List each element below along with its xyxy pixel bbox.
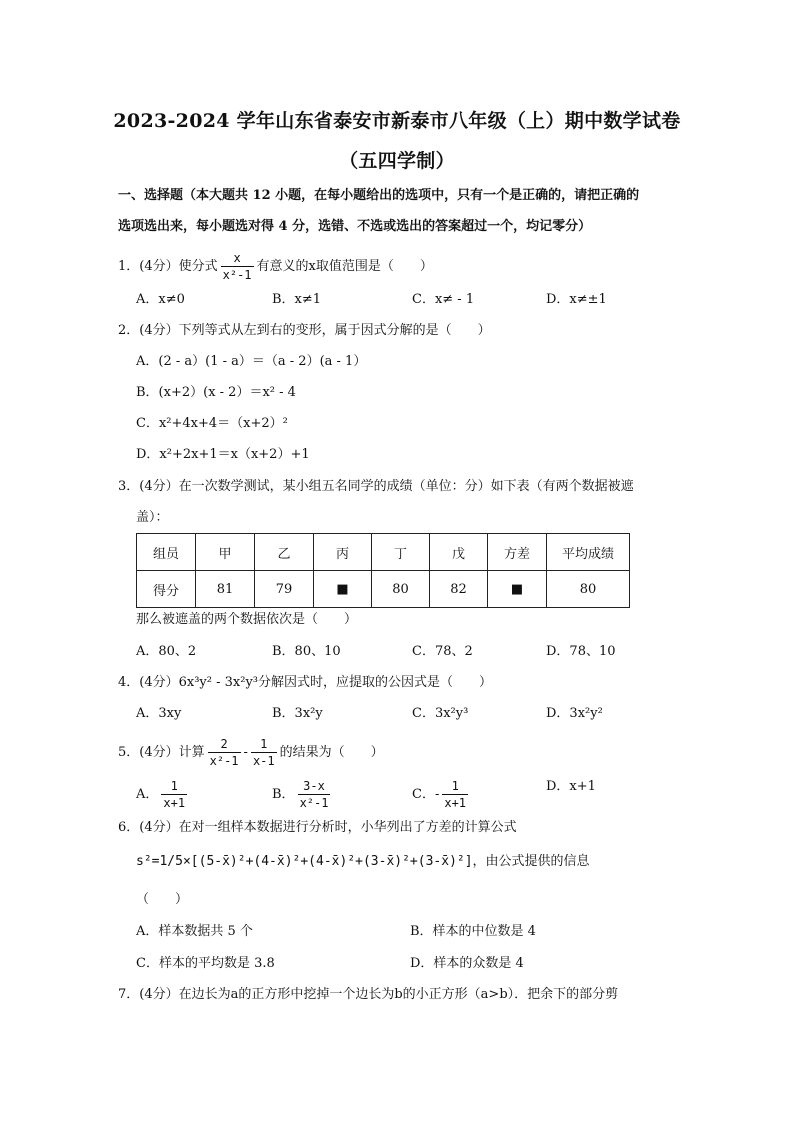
question-5 [118,736,384,769]
table-header-cell: 平均成绩 [547,534,630,571]
question-6-paren: （ ） [136,892,189,907]
q5-option-b [272,778,333,811]
q1-option-c: C．x≠ - 1 [412,292,475,307]
table-header-cell: 丁 [372,534,430,571]
q5-option-b-den: x²-1 [299,796,329,810]
table-cell: 80 [372,571,430,608]
exam-subtitle: （五四学制） [339,150,455,172]
question-1 [118,250,433,283]
q1-frac-den: x²-1 [222,268,252,282]
table-header-cell: 乙 [255,534,314,571]
q4-option-b: B．3x²y [272,706,323,721]
q4-option-c: C．3x²y³ [412,706,469,721]
q2-option-c: C．x²+4x+4＝（x+2）² [136,416,288,431]
table-cell: 79 [255,571,314,608]
q6-option-d: D．样本的众数是 4 [410,956,524,971]
q6-option-b: B．样本的中位数是 4 [410,924,536,939]
question-7: 7．(4分）在边长为a的正方形中挖掉一个边长为b的小正方形（a>b）．把余下的部分剪 [118,987,619,1002]
q3-option-c: C．78、2 [412,644,473,659]
q6-option-c: C．样本的平均数是 3.8 [136,956,275,971]
question-4: 4．(4分）6x³y² - 3x²y³分解因式时，应提取的公因式是（ ） [118,675,493,690]
table-header-row [137,534,630,571]
q5-option-a-num: 1 [161,778,187,795]
question-2: 2．(4分）下列等式从左到右的变形，属于因式分解的是（ ） [118,323,491,338]
q4-option-a: A．3xy [136,706,182,721]
q5-option-a-label: A． [136,787,159,802]
table-header-cell: 戊 [430,534,488,571]
table-cell: ■ [488,571,547,608]
q1-option-a: A．x≠0 [136,292,185,307]
q5-option-a [136,778,190,811]
table-cell: 得分 [137,571,196,608]
q5-f2-den: x-1 [252,754,275,768]
q2-option-b: B．(x+2）(x - 2）＝x² - 4 [136,385,296,400]
q2-option-d: D．x²+2x+1＝x（x+2）+1 [136,447,310,462]
q5-fraction-2 [251,736,277,769]
table-cell: 82 [430,571,488,608]
exam-title: 2023-2024 学年山东省泰安市新泰市八年级（上）期中数学试卷 [113,110,681,132]
table-cell: 81 [196,571,255,608]
q4-option-d: D．3x²y² [546,706,603,721]
q5-option-c [412,778,471,811]
table-cell: ■ [314,571,372,608]
q5-option-d: D．x+1 [546,779,596,794]
question-6-formula-line [136,853,590,871]
section-heading-line2: 选项选出来，每小题选对得 4 分，选错、不选或选出的答案超过一个，均记零分） [118,219,592,234]
table-header-cell: 甲 [196,534,255,571]
q5-option-c-label: C．- [412,787,440,802]
section-heading-line1: 一、选择题（本大题共 12 小题，在每小题给出的选项中，只有一个是正确的，请把正确的 [118,188,640,203]
q5-option-c-frac [442,778,468,811]
score-table [136,533,630,608]
q2-option-a: A．(2 - a）(1 - a）＝（a - 2）(a - 1） [136,354,367,369]
question-3-line1: 3．(4分）在一次数学测试，某小组五名同学的成绩（单位：分）如下表（有两个数据被遮 [118,479,634,494]
q1-fraction [221,250,254,283]
table-row [137,571,630,608]
question-3-after: 那么被遮盖的两个数据依次是（ ） [136,612,358,627]
table-header-cell: 方差 [488,534,547,571]
q5-f2-num: 1 [251,736,277,753]
q6-option-a: A．样本数据共 5 个 [136,924,253,939]
q5-option-a-den: x+1 [163,796,186,810]
q5-option-b-num: 3-x [298,778,331,795]
table-header-cell: 组员 [137,534,196,571]
q5-option-a-frac [161,778,187,811]
q5-fraction-1 [208,736,241,769]
q3-option-d: D．78、10 [546,644,616,659]
question-3-line2: 盖）： [136,510,169,525]
q1-option-d: D．x≠±1 [546,292,607,307]
table-cell: 80 [547,571,630,608]
q5-option-c-num: 1 [442,778,468,795]
q1-option-b: B．x≠1 [272,292,322,307]
q1-prefix: 1．(4分）使分式 [118,259,218,274]
q5-option-c-den: x+1 [444,796,467,810]
q1-frac-num: x [221,250,254,267]
q1-suffix: 有意义的x取值范围是（ ） [256,259,433,274]
q6-formula-suffix: ，由公式提供的信息 [472,854,590,869]
q5-minus: - [243,745,248,760]
q5-f1-num: 2 [208,736,241,753]
q5-prefix: 5．(4分）计算 [118,745,205,760]
variance-formula: s²=1/5×[(5-x̄)²+(4-x̄)²+(4-x̄)²+(3-x̄)²+(3-x̄)²] [136,854,473,869]
q5-suffix: 的结果为（ ） [279,745,384,760]
q5-option-b-frac [298,778,331,811]
q5-option-b-label: B． [272,787,295,802]
q5-f1-den: x²-1 [209,754,239,768]
q3-option-a: A．80、2 [136,644,197,659]
q3-option-b: B．80、10 [272,644,341,659]
question-6-line1: 6．(4分）在对一组样本数据进行分析时，小华列出了方差的计算公式 [118,820,517,835]
table-header-cell: 丙 [314,534,372,571]
